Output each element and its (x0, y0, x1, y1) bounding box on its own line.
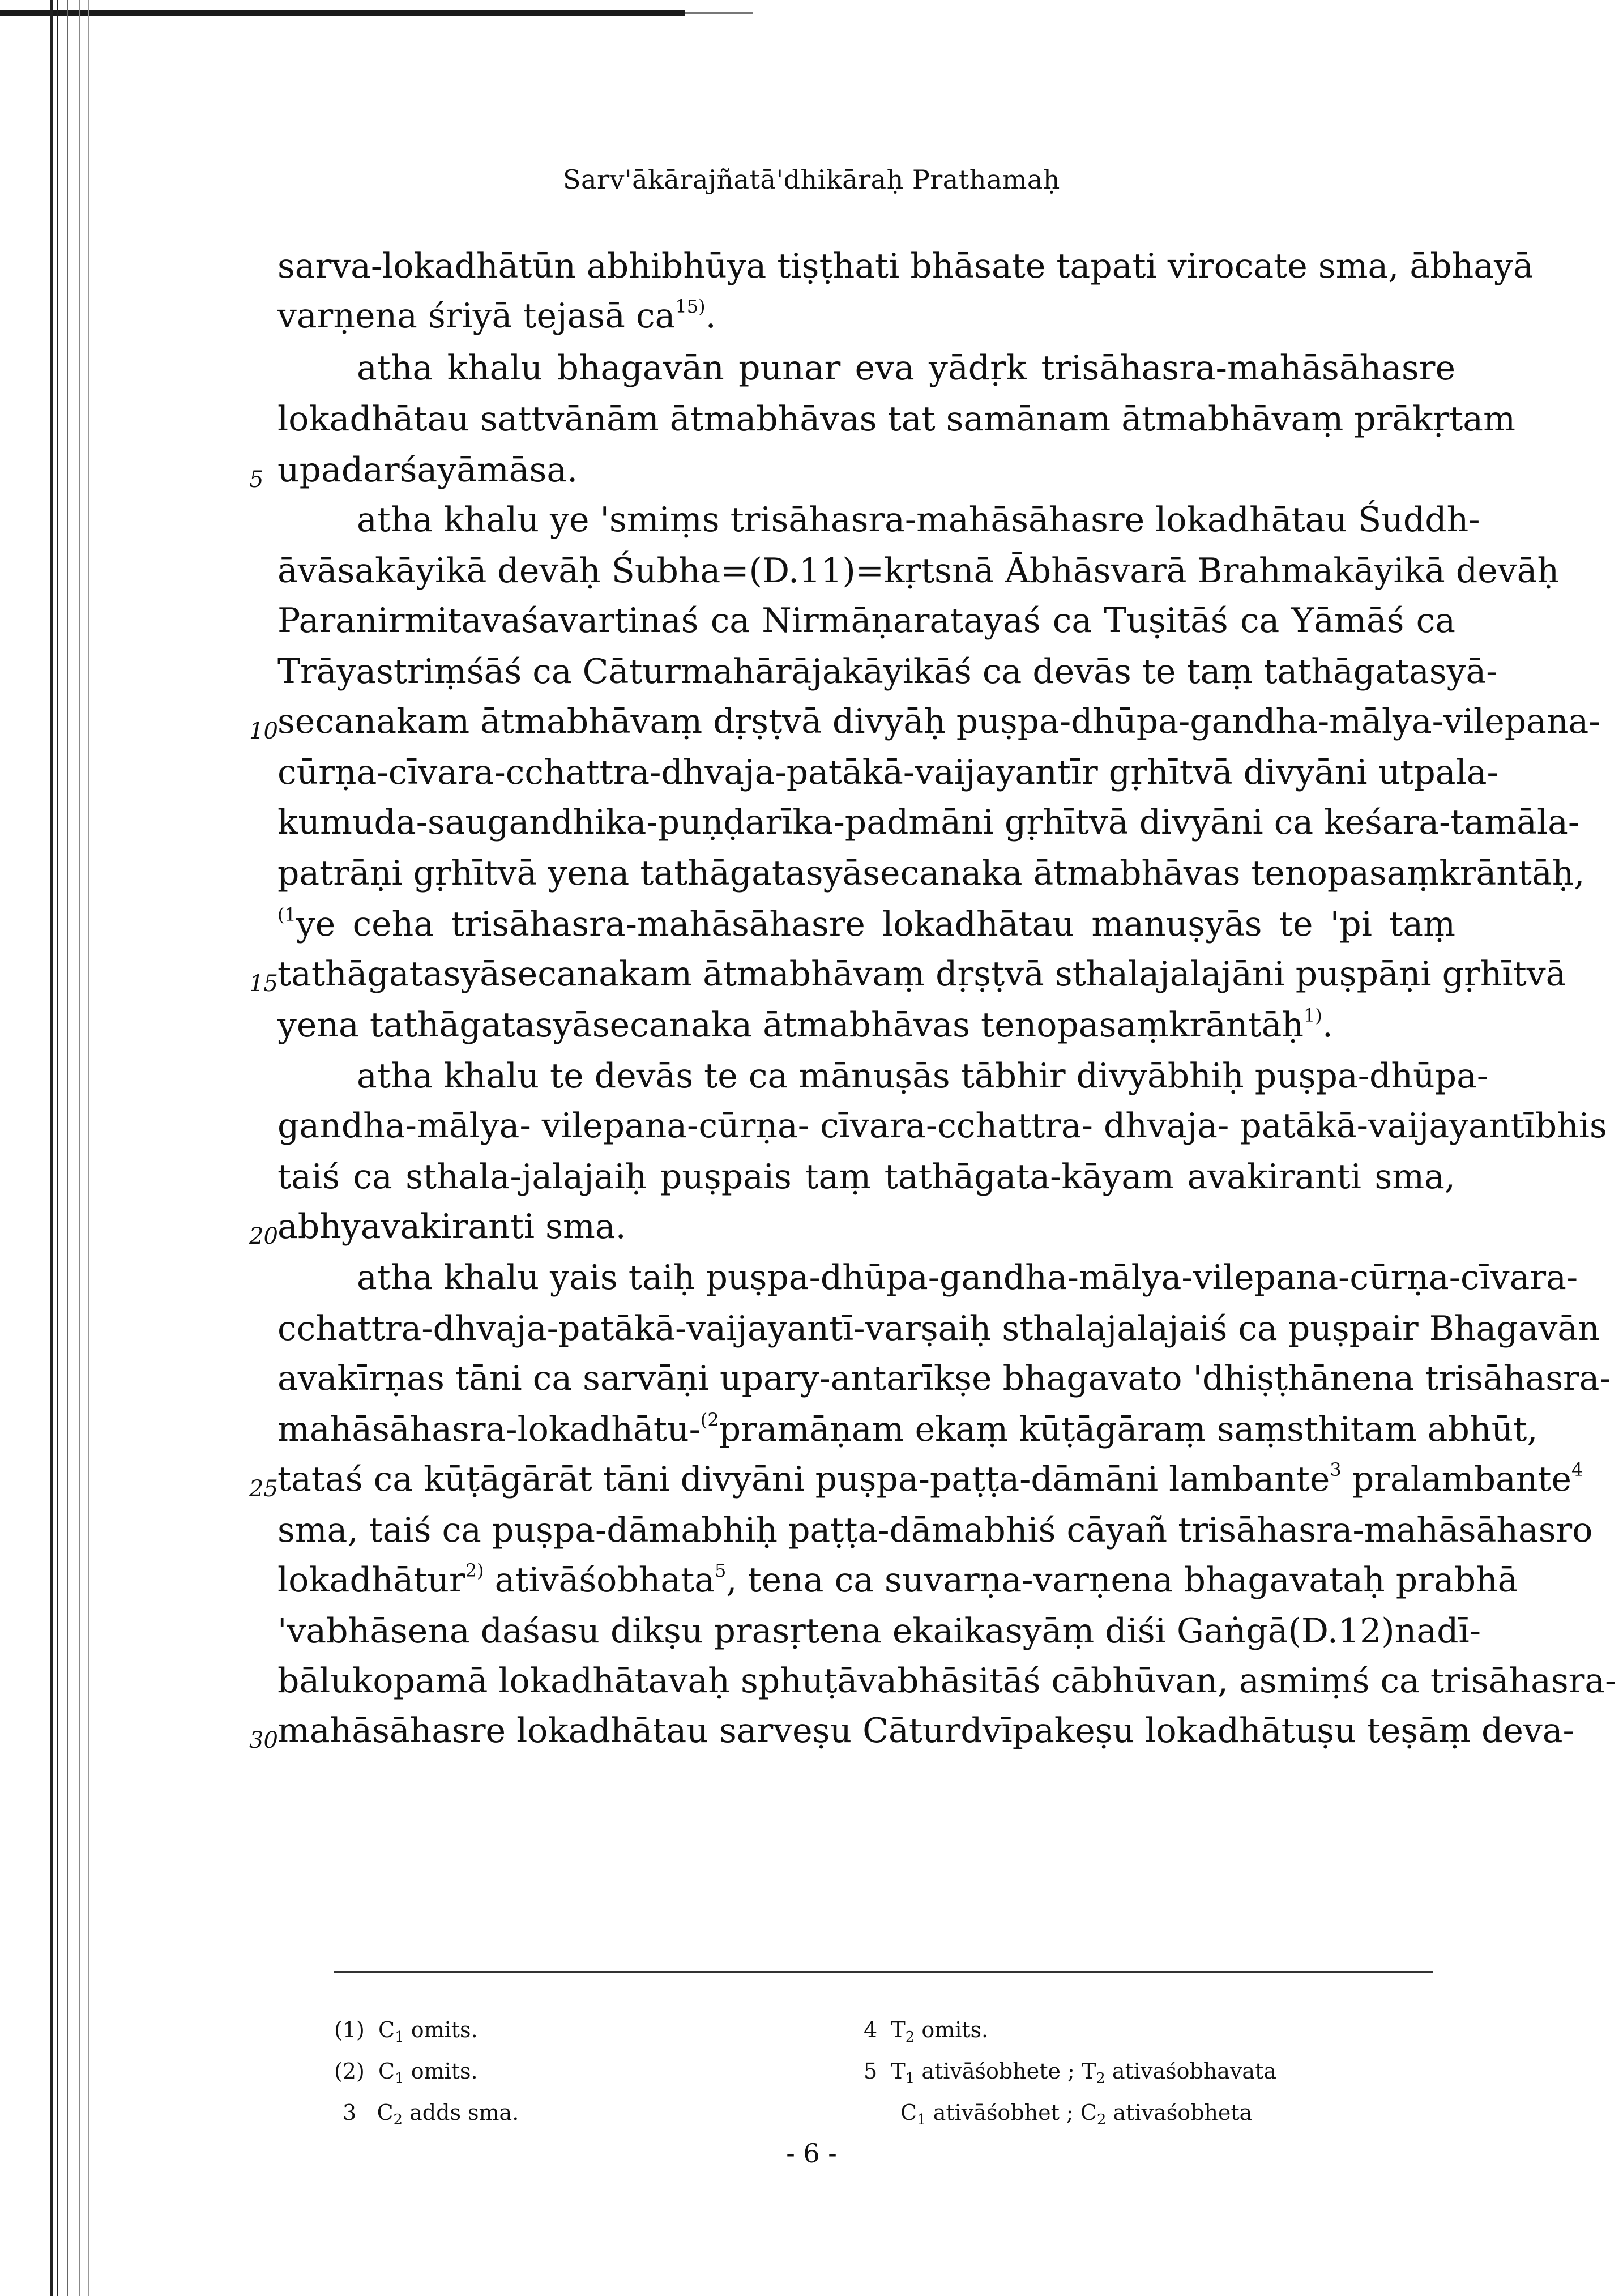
running-head: Sarv'ākārajñatā'dhikāraḥ Prathamaḥ (563, 164, 1060, 195)
text-line: cchattra-dhvaja-patākā-vaijayantī-varṣaiḥ sthalajalajaiś ca puṣpair Bhagavān (277, 1309, 1600, 1348)
text-line: Paranirmitavaśavartinaś ca Nirmāṇaratayaś ca Tuṣitāś ca Yāmāś ca (277, 601, 1455, 641)
text-line: tataś ca kūṭāgārāt tāni divyāni puṣpa-paṭṭa-dāmāni lambante$^3$ pralambante$^4$ (277, 1459, 1583, 1499)
text-line: bālukopamā lokadhātavaḥ sphuṭāvabhāsitāś cābhūvan, asmiṃś ca trisāhasra- (277, 1661, 1617, 1701)
scan-edge-top-thin (685, 12, 753, 14)
text-line: Trāyastriṃśāś ca Cāturmahārājakāyikāś ca devās te taṃ tathāgatasyā- (277, 652, 1498, 692)
text-line: atha khalu ye 'smiṃs trisāhasra-mahāsāhasre lokadhātau Śuddh- (357, 500, 1480, 540)
text-line: abhyavakiranti sma. (277, 1207, 626, 1247)
footnote: $C_1$ ativāśobhet ; $C_2$ ativaśobheta (900, 2100, 1253, 2128)
text-line: sma, taiś ca puṣpa-dāmabhiḥ paṭṭa-dāmabhiś cāyañ trisāhasra-mahāsāhasro (277, 1510, 1593, 1550)
binding-edge (88, 0, 89, 2296)
text-line: kumuda-saugandhika-puṇḍarīka-padmāni gṛhītvā divyāni ca keśara-tamāla- (277, 803, 1580, 842)
footnote: 3 $C_2$ adds sma. (343, 2100, 519, 2128)
footnote-marker: 2) (465, 1560, 484, 1581)
text-line: lokadhātur$^{2)}$ ativāśobhata$^5$, tena ca suvarṇa-varṇena bhagavataḥ prabhā (277, 1560, 1518, 1600)
line-number: 15 (249, 971, 278, 997)
line-number: 20 (249, 1223, 278, 1249)
line-number: 30 (249, 1727, 278, 1753)
footnote-marker: 1) (1304, 1005, 1322, 1026)
text-line: mahāsāhasre lokadhātau sarveṣu Cāturdvīpakeṣu lokadhātuṣu teṣāṃ deva- (277, 1711, 1574, 1751)
text-line: patrāṇi gṛhītvā yena tathāgatasyāsecanaka ātmabhāvas tenopasaṃkrāntāḥ, (277, 853, 1585, 893)
text-line: atha khalu yais taiḥ puṣpa-dhūpa-gandha-mālya-vilepana-cūrṇa-cīvara- (357, 1258, 1578, 1298)
page-number: - 6 - (786, 2138, 837, 2169)
text-line: 'vabhāsena daśasu dikṣu prasṛtena ekaikasyāṃ diśi Gaṅgā(D.12)nadī- (277, 1611, 1481, 1651)
footnote: (1) $C_1$ omits. (334, 2017, 478, 2046)
text-line: atha khalu te devās te ca mānuṣās tābhir divyābhiḥ puṣpa-dhūpa- (357, 1056, 1489, 1096)
text-line: yena tathāgatasyāsecanaka ātmabhāvas tenopasaṃkrāntāḥ$^{1)}$. (277, 1005, 1333, 1045)
text-line: avakīrṇas tāni ca sarvāṇi upary-antarīkṣe bhagavato 'dhiṣṭhānena trisāhasra- (277, 1359, 1611, 1398)
text-line: sarva-lokadhātūn abhibhūya tiṣṭhati bhāsate tapati virocate sma, ābhayā (277, 246, 1534, 286)
text-line: tathāgatasyāsecanakam ātmabhāvaṃ dṛṣṭvā sthalajalajāni puṣpāṇi gṛhītvā (277, 954, 1566, 994)
text-line: āvāsakāyikā devāḥ Śubha=(D.11)=kṛtsnā Ābhāsvarā Brahmakāyikā devāḥ (277, 551, 1560, 591)
text-line: $^{(1}$ye ceha trisāhasra-mahāsāhasre lokadhātau manuṣyās te 'pi taṃ (277, 904, 1455, 944)
text-line: taiś ca sthala-jalajaiḥ puṣpais taṃ tathāgata-kāyam avakiranti sma, (277, 1157, 1455, 1197)
binding-edge (67, 0, 68, 2296)
text-line: gandha-mālya- vilepana-cūrṇa- cīvara-cchattra- dhvaja- patākā-vaijayantībhis (277, 1106, 1607, 1146)
footnote: (2) $C_1$ omits. (334, 2059, 478, 2087)
text-line: atha khalu bhagavān punar eva yādṛk trisāhasra-mahāsāhasre (357, 348, 1455, 388)
line-number: 10 (249, 718, 278, 744)
text-line: varṇena śriyā tejasā $ca^{15)}$. (277, 296, 716, 336)
text-line: upadarśayāmāsa. (277, 450, 578, 490)
footnote: 5 $T_1$ ativāśobhete ; $T_2$ ativaśobhavata (864, 2059, 1277, 2087)
text-line: mahāsāhasra-lokadhātu-$^{(2}$pramāṇam ekaṃ kūṭāgāraṃ saṃsthitam abhūt, (277, 1409, 1538, 1449)
footnote-marker: (1 (277, 904, 296, 925)
line-number: 25 (249, 1476, 278, 1502)
footnote-marker: 3 (1330, 1459, 1342, 1480)
binding-edge (57, 0, 58, 2296)
footnote-marker: 15) (675, 296, 706, 317)
line-number: 5 (249, 467, 264, 493)
text-line: secanakam ātmabhāvaṃ dṛṣṭvā divyāḥ puṣpa-dhūpa-gandha-mālya-vilepana- (277, 702, 1600, 741)
footnote-marker: (2 (700, 1409, 719, 1431)
footnote-marker: 5 (714, 1560, 727, 1581)
footnote: 4 $T_2$ omits. (864, 2017, 989, 2046)
scan-edge-top (0, 10, 685, 16)
text-line: lokadhātau sattvānām ātmabhāvas tat samānam ātmabhāvaṃ prākṛtam (277, 399, 1515, 439)
footnote-marker: 4 (1571, 1459, 1583, 1480)
text-line: cūrṇa-cīvara-cchattra-dhvaja-patākā-vaijayantīr gṛhītvā divyāni utpala- (277, 753, 1498, 792)
binding-edge (50, 0, 53, 2296)
binding-edge (79, 0, 80, 2296)
footnote-rule (334, 1971, 1433, 1973)
